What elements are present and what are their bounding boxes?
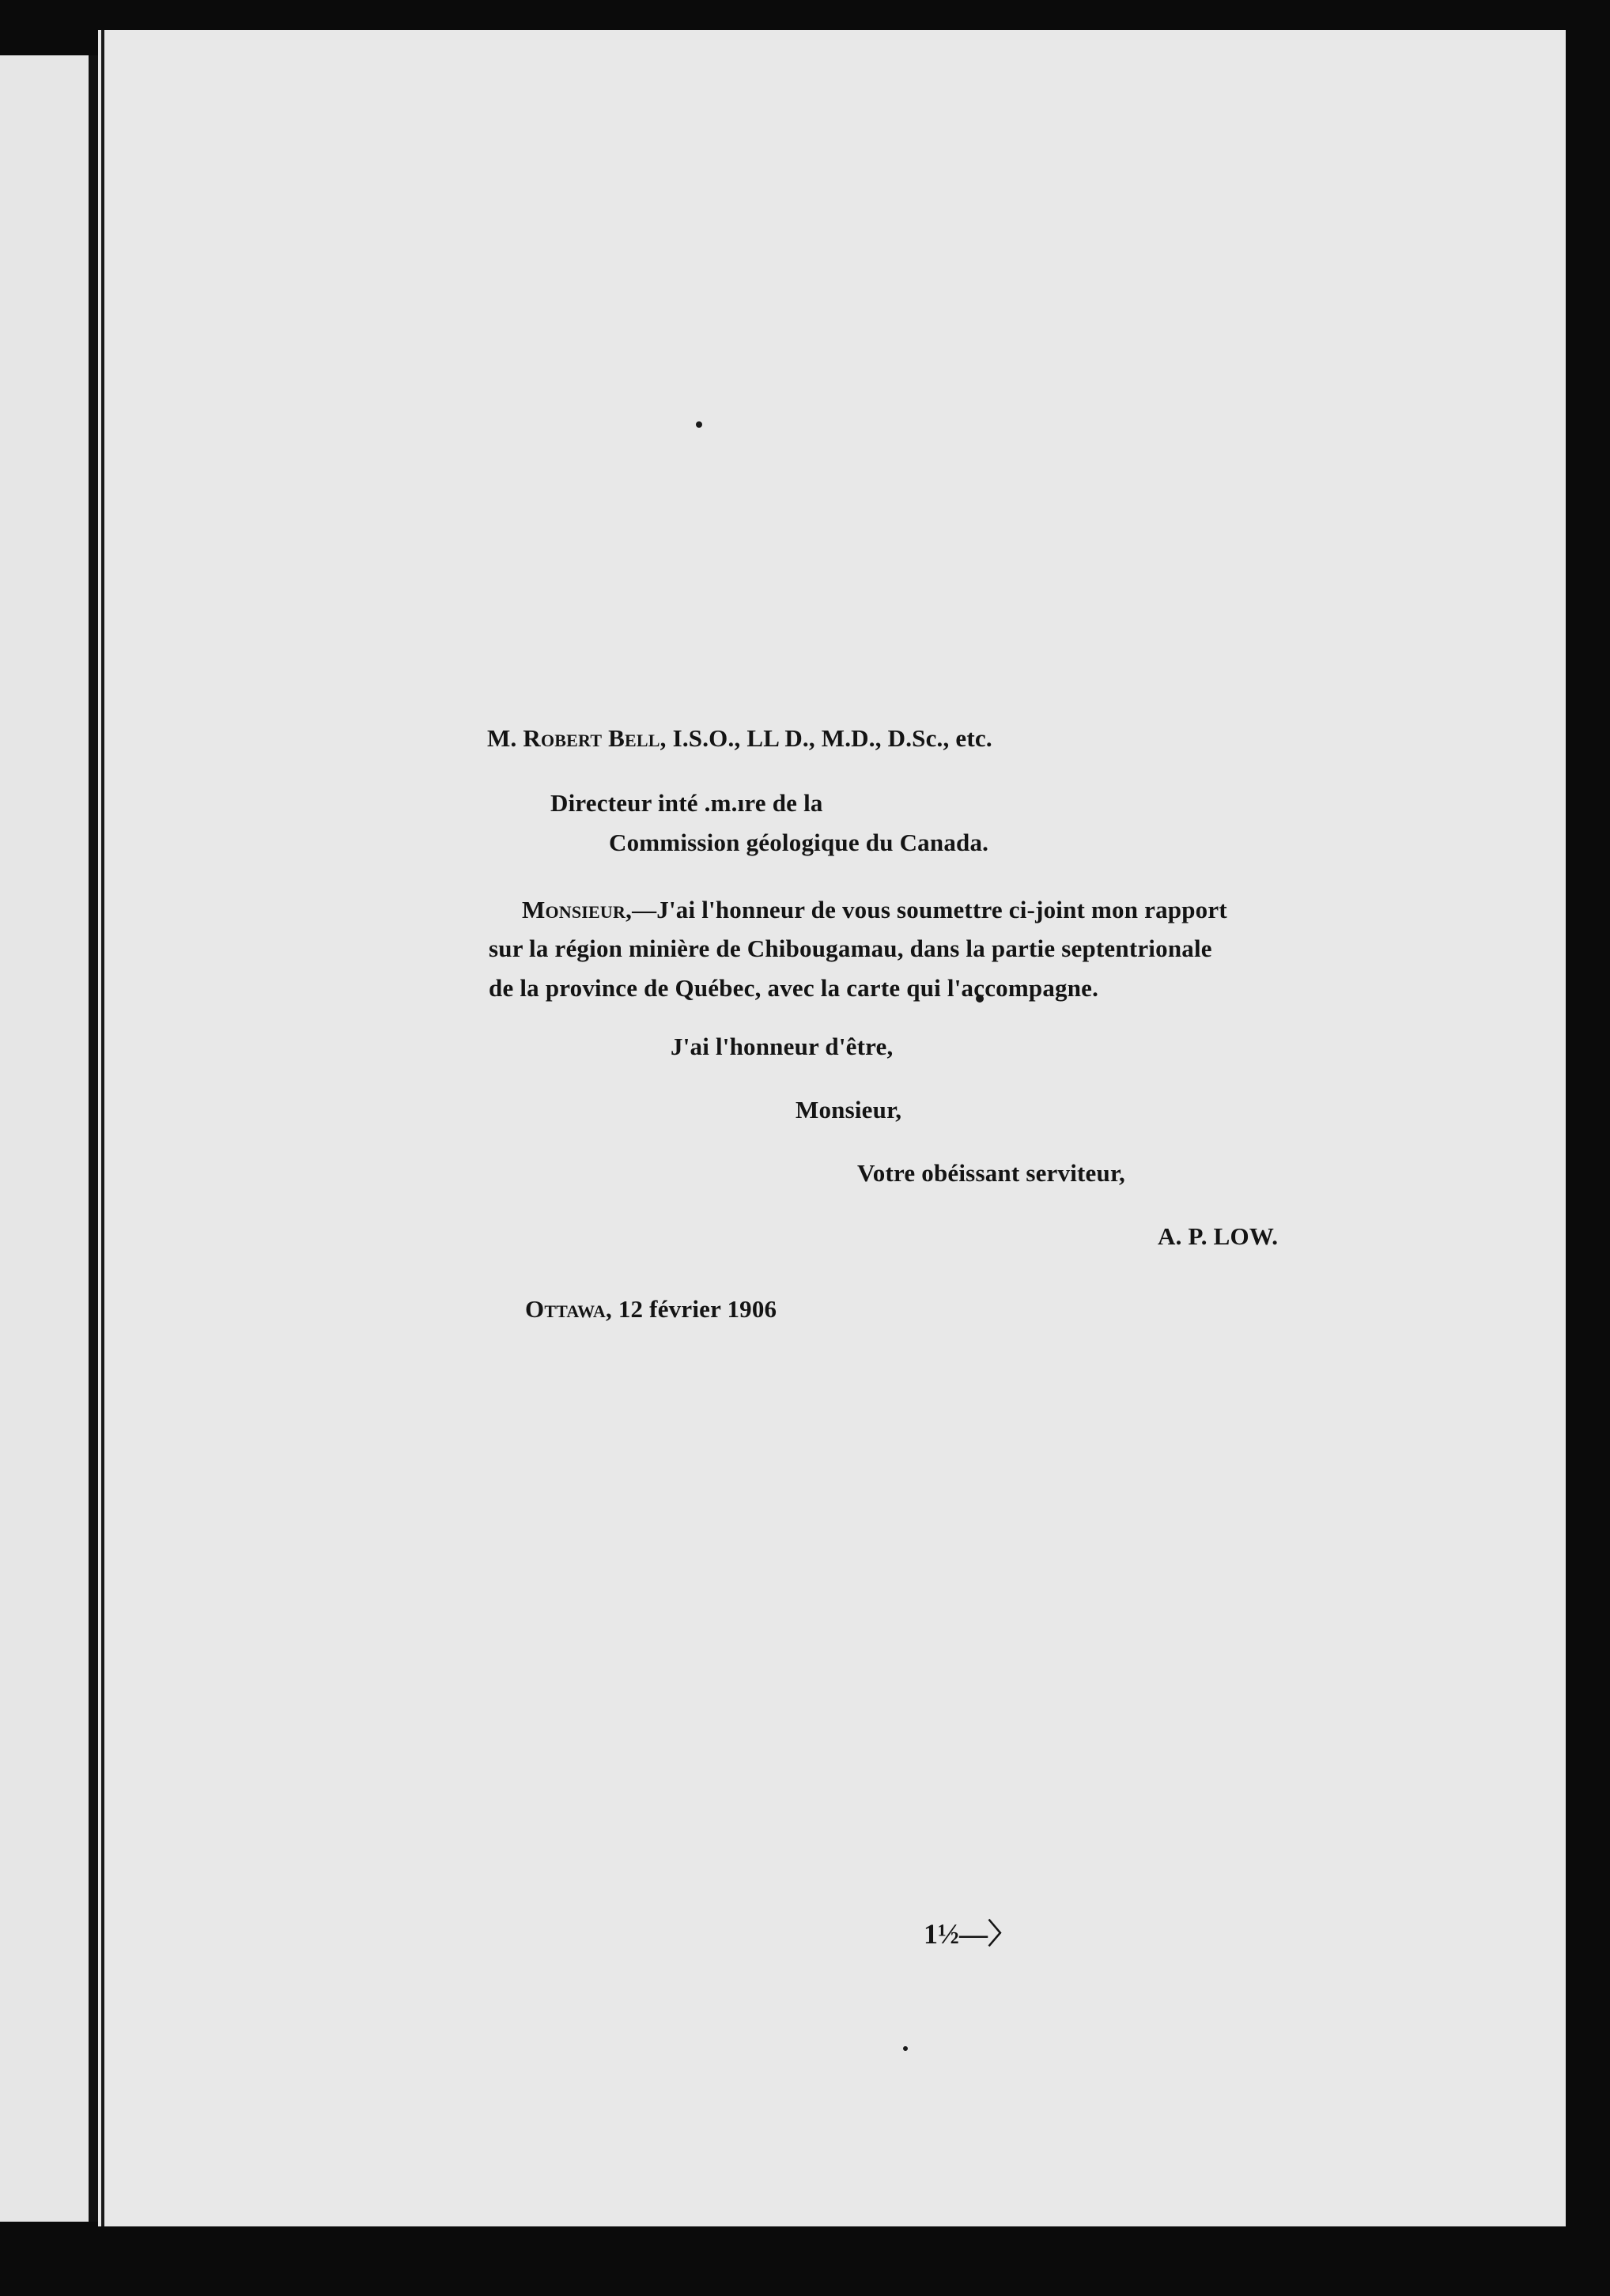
page-number: 1½—〉 (924, 1918, 1017, 1950)
date: , 12 février 1906 (605, 1295, 777, 1323)
facing-page-edge (89, 55, 98, 2222)
ink-speck (903, 2046, 908, 2051)
signature: A. P. LOW. (1158, 1222, 1279, 1250)
addressee-prefix: M. (487, 724, 517, 752)
body-line-2: sur la région minière de Chibougamau, dans la partie septentrionale (489, 935, 1212, 962)
place-date-line (525, 1295, 777, 1324)
ink-speck (696, 421, 702, 428)
position-line-1: Directeur inté .m.ıre de la (550, 789, 823, 817)
closing-line-1: J'ai l'honneur d'être, (671, 1033, 894, 1060)
addressee-line (487, 724, 992, 753)
body-text-1: —J'ai l'honneur de vous soumettre ci-joint mon rapport (632, 896, 1227, 923)
facing-page (0, 55, 89, 2222)
closing-line-2: Monsieur, (796, 1096, 902, 1123)
document-page (98, 30, 1566, 2226)
closing-line-3: Votre obéissant serviteur, (857, 1159, 1126, 1187)
body-line-3: de la province de Québec, avec la carte qui l'accompagne. (489, 974, 1099, 1002)
position-line-2: Commission géologique du Canada. (609, 829, 989, 856)
salutation: Monsieur, (522, 896, 633, 923)
body-line-1 (522, 896, 1227, 924)
addressee-name: Robert Bell (523, 724, 660, 752)
addressee-titles: , I.S.O., LL D., M.D., D.Sc., etc. (659, 724, 992, 752)
place: Ottawa (525, 1295, 606, 1323)
binding-margin-line (101, 30, 104, 2226)
